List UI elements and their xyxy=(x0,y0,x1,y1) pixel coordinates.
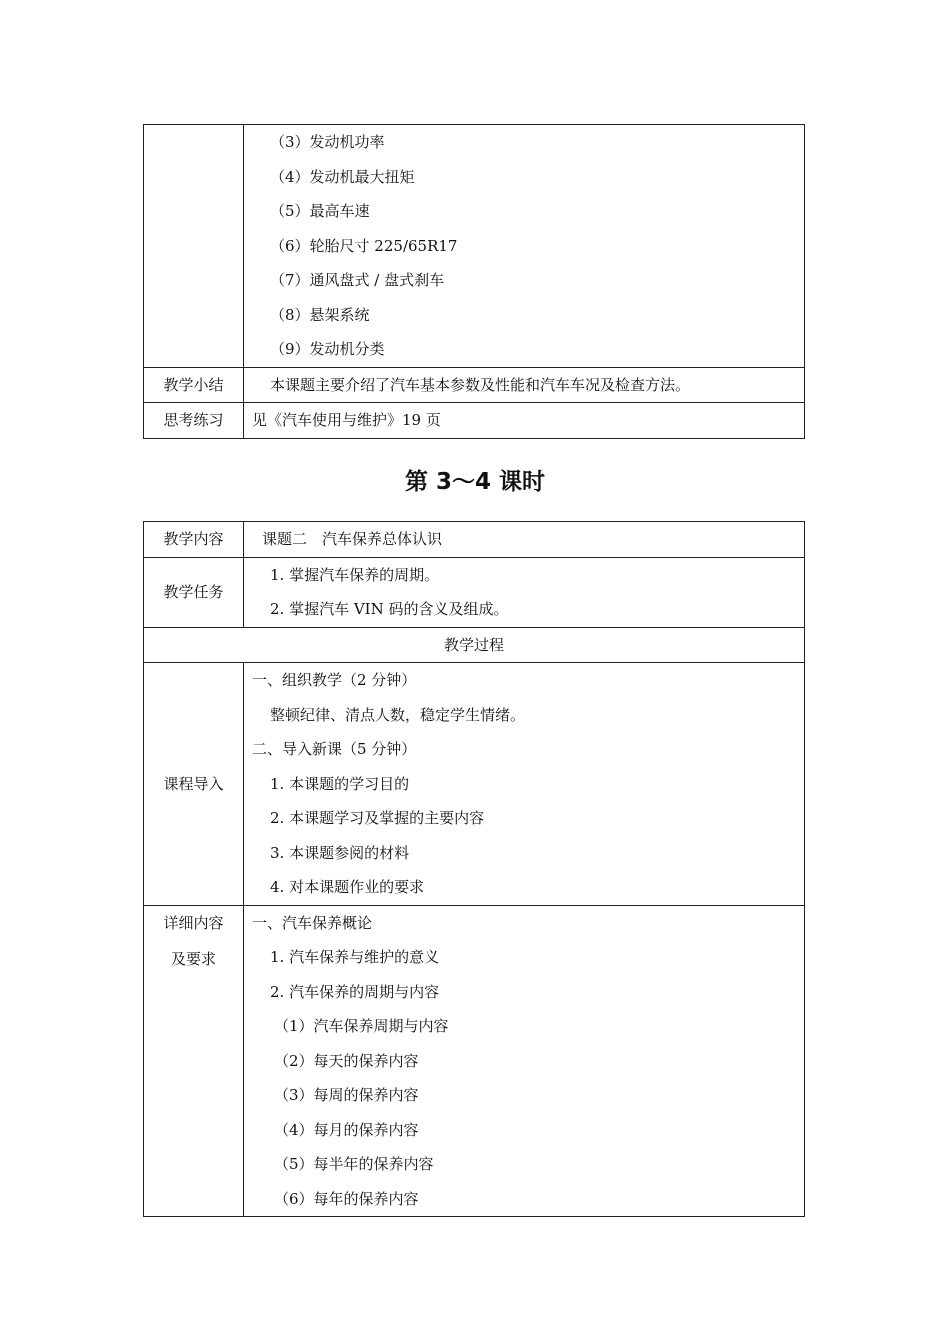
parameter-list-cell xyxy=(244,125,805,368)
process-header-text: 教学过程 xyxy=(443,635,504,654)
task-cell xyxy=(244,557,805,627)
summary-text: 本课题主要介绍了汽车基本参数及性能和汽车车况及检查方法。 xyxy=(270,375,691,394)
content-label xyxy=(144,522,244,558)
table-row xyxy=(144,522,805,558)
table-row xyxy=(144,125,805,368)
list-item: 3. 本课题参阅的材料 xyxy=(270,843,410,862)
detail-label xyxy=(144,905,244,1217)
process-header xyxy=(144,627,805,663)
intro-cell xyxy=(244,663,805,906)
list-item: 二、导入新课（5 分钟） xyxy=(252,740,417,758)
exercise-text: 见《汽车使用与维护》19 页 xyxy=(252,411,441,429)
content-cell xyxy=(244,522,805,558)
list-item: 2. 汽车保养的周期与内容 xyxy=(270,982,440,1001)
lesson-table xyxy=(143,521,805,1217)
summary-cell xyxy=(244,367,805,403)
list-item: （5）最高车速 xyxy=(270,202,370,220)
list-item: 整顿纪律、清点人数，稳定学生情绪。 xyxy=(270,705,526,724)
table-row xyxy=(144,663,805,906)
list-item: （6）每年的保养内容 xyxy=(274,1189,419,1208)
content-label-text: 教学内容 xyxy=(163,530,224,548)
summary-label-text: 教学小结 xyxy=(163,375,224,394)
table-row xyxy=(144,403,805,439)
table-row xyxy=(144,905,805,1217)
task-label-text: 教学任务 xyxy=(163,582,224,601)
exercise-cell xyxy=(244,403,805,439)
list-item: 4. 对本课题作业的要求 xyxy=(270,878,425,896)
list-item: （4）发动机最大扭矩 xyxy=(270,167,415,186)
list-item: （5）每半年的保养内容 xyxy=(274,1155,434,1173)
list-item: （3）每周的保养内容 xyxy=(274,1086,419,1104)
list-item: 一、汽车保养概论 xyxy=(252,913,373,932)
list-item: 一、组织教学（2 分钟） xyxy=(252,671,417,689)
detail-label-line-1: 详细内容 xyxy=(163,913,224,932)
intro-label xyxy=(144,663,244,906)
list-item: （8）悬架系统 xyxy=(270,305,370,324)
exercise-label xyxy=(144,403,244,439)
list-item: （2）每天的保养内容 xyxy=(274,1051,419,1070)
list-item: 2. 掌握汽车 VIN 码的含义及组成。 xyxy=(270,600,509,618)
lesson-table-continued xyxy=(143,124,805,439)
detail-label-line-2: 及要求 xyxy=(170,950,216,968)
list-item: （9）发动机分类 xyxy=(270,340,385,358)
list-item: 1. 掌握汽车保养的周期。 xyxy=(270,565,440,584)
list-item: 1. 本课题的学习目的 xyxy=(270,774,410,793)
list-item: （7）通风盘式 / 盘式刹车 xyxy=(270,271,445,289)
detail-cell xyxy=(244,905,805,1217)
list-item: （6）轮胎尺寸 225/65R17 xyxy=(270,236,458,255)
table-row xyxy=(144,557,805,627)
content-text: 课题二 汽车保养总体认识 xyxy=(262,530,443,548)
table-row xyxy=(144,367,805,403)
list-item: （4）每月的保养内容 xyxy=(274,1120,419,1139)
section-heading: 第 3～4 课时 xyxy=(404,469,546,495)
exercise-label-text: 思考练习 xyxy=(163,411,224,429)
table-row xyxy=(144,627,805,663)
empty-label-cell xyxy=(144,125,244,368)
list-item: （1）汽车保养周期与内容 xyxy=(274,1017,449,1035)
list-item: 2. 本课题学习及掌握的主要内容 xyxy=(270,809,485,827)
summary-label xyxy=(144,367,244,403)
task-label xyxy=(144,557,244,627)
list-item: 1. 汽车保养与维护的意义 xyxy=(270,948,440,966)
intro-label-text: 课程导入 xyxy=(163,774,224,793)
list-item: （3）发动机功率 xyxy=(270,133,385,151)
